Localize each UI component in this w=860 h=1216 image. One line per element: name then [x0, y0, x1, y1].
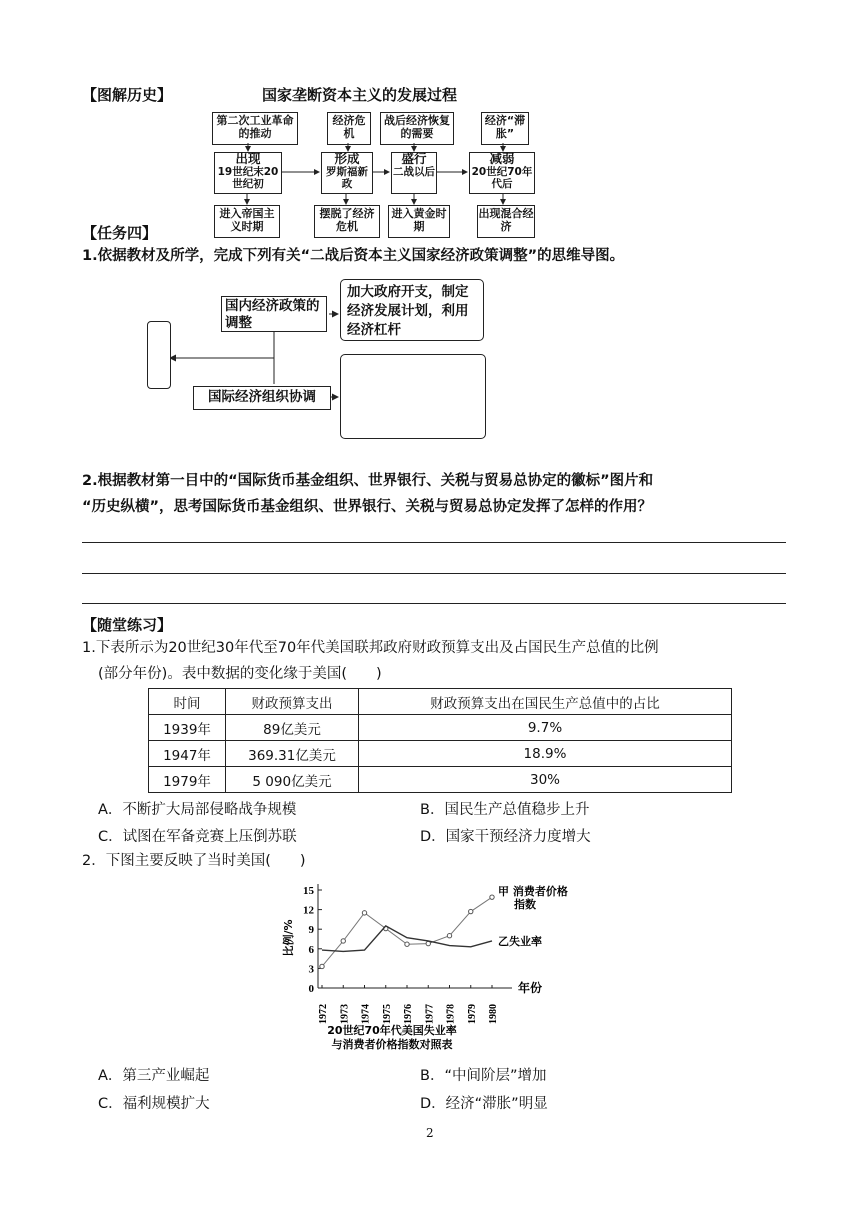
section-tag-task-four: 【任务四】	[82, 224, 158, 242]
stage-label: 形成	[334, 151, 360, 166]
x-tick-label: 1976	[403, 1004, 414, 1024]
q1-option-c[interactable]: C．试图在军备竞赛上压倒苏联	[98, 829, 297, 845]
answer-blank-box-right[interactable]	[340, 354, 486, 439]
table-header: 时间	[149, 689, 226, 715]
y-tick-label: 6	[308, 943, 314, 956]
answer-line-2[interactable]	[82, 573, 786, 574]
q2-option-c[interactable]: C．福利规模扩大	[98, 1096, 210, 1112]
unemployment-cpi-chart	[280, 876, 600, 1052]
table-cell: 89亿美元	[226, 715, 359, 741]
x-tick-label: 1980	[488, 1004, 499, 1024]
x-tick-label: 1979	[466, 1004, 478, 1024]
data-point	[447, 934, 451, 938]
series-line-unemployment	[322, 926, 492, 951]
table-cell: 30%	[359, 767, 732, 793]
x-tick-label: 1973	[339, 1004, 351, 1024]
practice-question-1-line1: 1.下表所示为20世纪30年代至70年代美国联邦政府财政预算支出及占国民生产总值的比例	[82, 640, 659, 656]
stage-label: 出现	[235, 151, 261, 166]
cause-box-4: 经济“滞胀”	[481, 112, 529, 145]
q2-option-a[interactable]: A．第三产业崛起	[98, 1068, 210, 1084]
table-cell: 1979年	[149, 767, 226, 793]
section-tag-practice: 【随堂练习】	[82, 616, 173, 634]
table-cell: 369.31亿美元	[226, 741, 359, 767]
series-label-cpi: 甲 消费者价格	[498, 885, 568, 899]
cause-box-1: 第二次工业革命的推动	[212, 112, 298, 145]
cause-box-2: 经济危机	[327, 112, 371, 145]
q1-option-b[interactable]: B．国民生产总值稳步上升	[420, 802, 590, 818]
table-row	[149, 715, 732, 741]
y-tick-label: 0	[308, 983, 314, 995]
y-tick-label: 3	[308, 963, 314, 976]
x-tick-label: 1977	[424, 1004, 436, 1024]
stage-time: 19世纪末20世纪初	[217, 165, 279, 190]
q2-option-b[interactable]: B．“中间阶层”增加	[420, 1068, 547, 1084]
answer-line-3[interactable]	[82, 603, 786, 604]
table-cell: 18.9%	[359, 741, 732, 767]
data-point	[320, 964, 324, 968]
flowchart-title: 国家垄断资本主义的发展过程	[262, 86, 458, 104]
page-number: 2	[426, 1126, 434, 1140]
x-axis-label: 年份	[518, 981, 543, 995]
task-question-1: 1.依据教材及所学，完成下列有关“二战后资本主义国家经济政策调整”的思维导图。	[82, 248, 625, 264]
y-axis-label: 比例/%	[282, 919, 295, 957]
stage-time: 二战以后	[393, 165, 435, 178]
y-tick-label: 15	[303, 885, 314, 897]
table-cell: 1939年	[149, 715, 226, 741]
result-box-4: 出现混合经济	[477, 205, 535, 238]
x-tick-label: 1978	[445, 1004, 457, 1024]
data-point	[469, 909, 473, 913]
data-point	[426, 941, 430, 945]
table-row	[149, 741, 732, 767]
section-tag-illustrated-history: 【图解历史】	[82, 86, 173, 104]
q2-option-d[interactable]: D．经济“滞胀”明显	[420, 1096, 548, 1112]
series-line-cpi	[322, 897, 492, 966]
data-point	[405, 942, 409, 946]
data-point	[490, 895, 494, 899]
task-question-2-line2: “历史纵横”，思考国际货币基金组织、世界银行、关税与贸易总协定发挥了怎样的作用？	[82, 499, 653, 515]
y-tick-label: 12	[303, 904, 314, 917]
x-tick-label: 1975	[381, 1004, 393, 1024]
x-tick-label: 1972	[318, 1004, 329, 1024]
stage-time: 20世纪70年代后	[471, 165, 533, 190]
data-point	[341, 939, 345, 943]
chart-title-line2: 与消费者价格指数对照表	[331, 1038, 453, 1051]
table-row	[149, 767, 732, 793]
international-coordination-box: 国际经济组织协调	[193, 386, 331, 410]
answer-blank-box-left[interactable]	[147, 321, 171, 389]
table-cell: 1947年	[149, 741, 226, 767]
budget-table	[148, 688, 732, 793]
result-box-1: 进入帝国主义时期	[214, 205, 280, 238]
table-cell: 5 090亿美元	[226, 767, 359, 793]
table-header-row	[149, 689, 732, 715]
series-label-cpi-cont: 指数	[514, 898, 536, 912]
answer-line-1[interactable]	[82, 542, 786, 543]
result-box-3: 进入黄金时期	[388, 205, 450, 238]
practice-question-2: 2．下图主要反映了当时美国( )	[82, 853, 306, 869]
stage-label: 盛行	[401, 151, 427, 166]
cause-box-3: 战后经济恢复的需要	[380, 112, 454, 145]
q1-option-d[interactable]: D．国家干预经济力度增大	[420, 829, 591, 845]
table-cell: 9.7%	[359, 715, 732, 741]
series-label-unemployment: 乙失业率	[498, 934, 542, 948]
data-point	[362, 911, 366, 915]
chart-title-line1: 20世纪70年代美国失业率	[327, 1024, 457, 1037]
table-header: 财政预算支出在国民生产总值中的占比	[359, 689, 732, 715]
result-box-2: 摆脱了经济危机	[314, 205, 380, 238]
task-question-2-line1: 2.根据教材第一目中的“国际货币基金组织、世界银行、关税与贸易总协定的徽标”图片和	[82, 473, 654, 489]
domestic-policy-box: 国内经济政策的调整	[221, 296, 327, 332]
x-tick-label: 1974	[360, 1004, 372, 1024]
table-header: 财政预算支出	[226, 689, 359, 715]
q1-option-a[interactable]: A．不断扩大局部侵略战争规模	[98, 802, 297, 818]
stage-time: 罗斯福新政	[326, 165, 368, 190]
y-tick-label: 9	[308, 924, 314, 937]
stage-label: 减弱	[489, 151, 515, 166]
domestic-policy-detail-box: 加大政府开支，制定经济发展计划，利用经济杠杆	[340, 279, 484, 341]
practice-question-1-line2: (部分年份)。表中数据的变化缘于美国( )	[98, 666, 382, 682]
